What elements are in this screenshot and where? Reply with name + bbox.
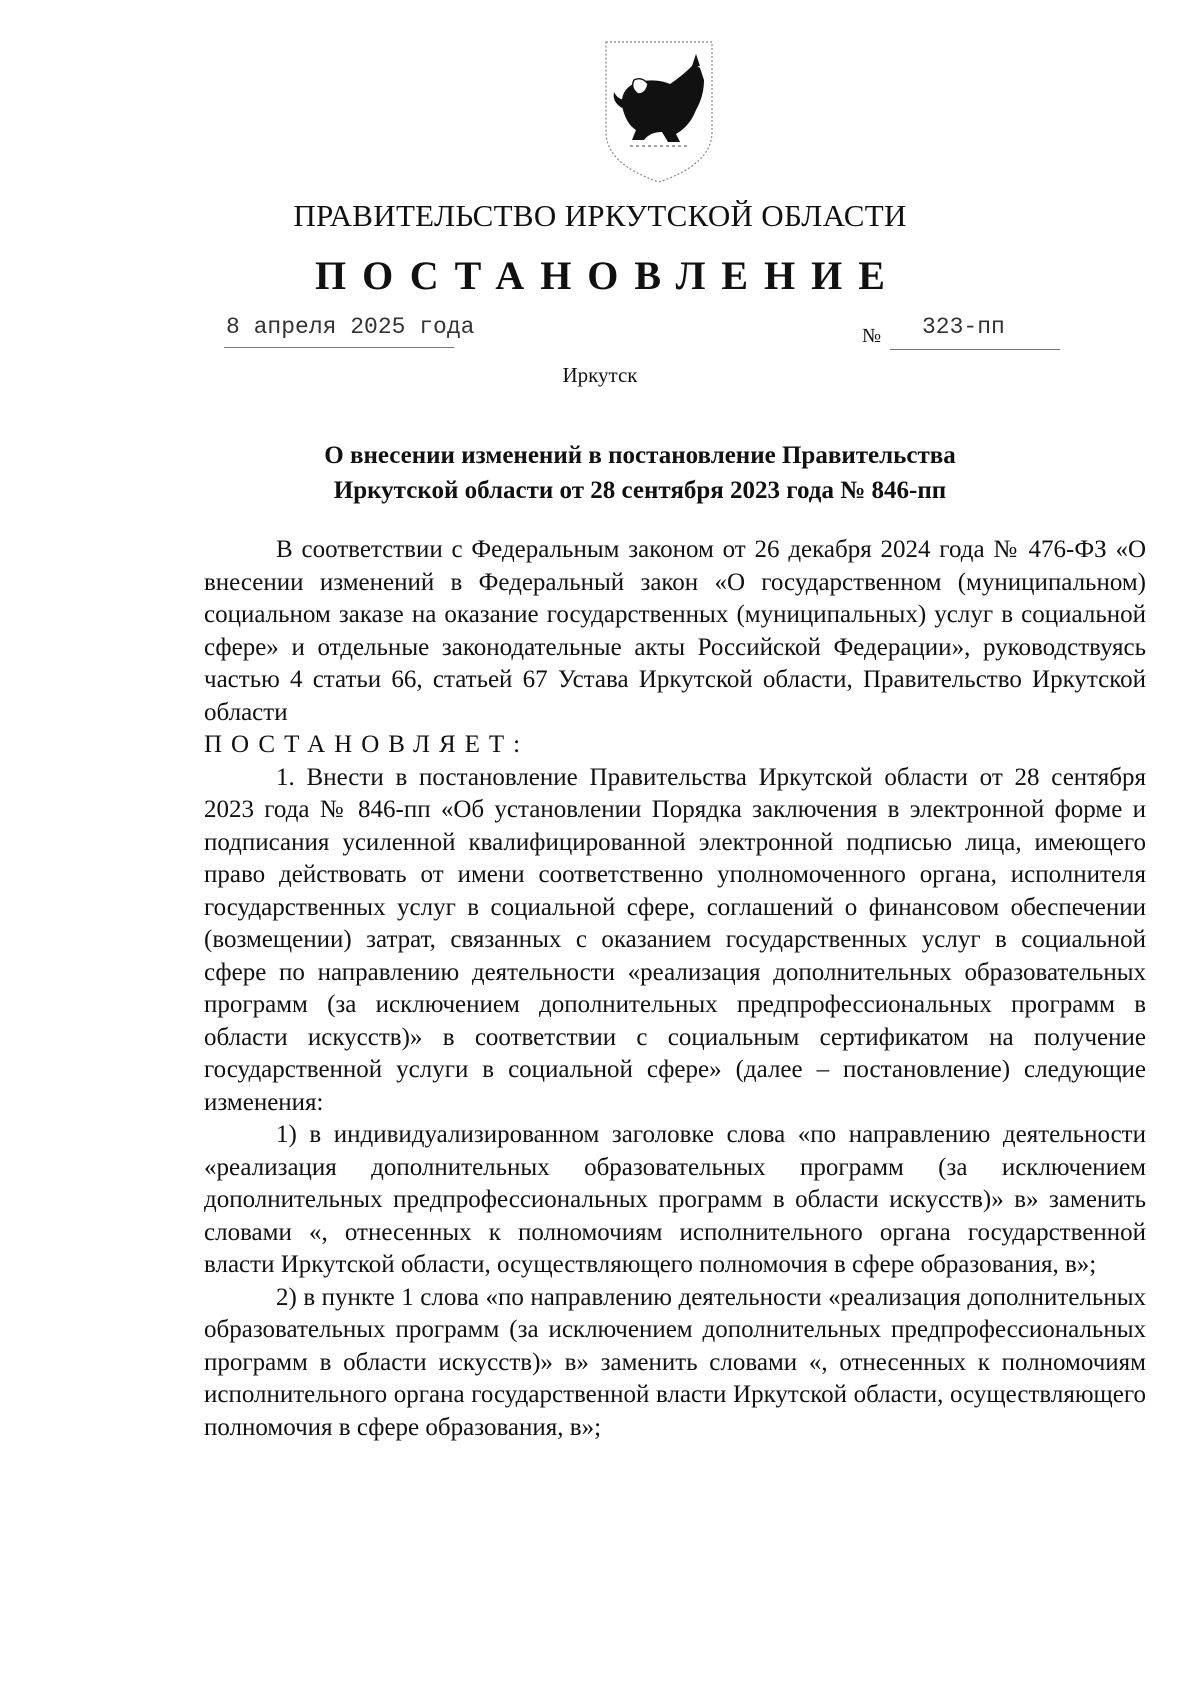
document-subject	[240, 438, 1040, 508]
document-number: 323-пп	[922, 314, 1005, 340]
government-title: ПРАВИТЕЛЬСТВО ИРКУТСКОЙ ОБЛАСТИ	[293, 198, 907, 233]
subitem-1-paragraph: 1) в индивидуализированном заголовке слова «по направлению деятельности «реализация дополнительных образовательных программ (за исключением дополнительных предпрофессиональных программ в области искусств)» в» заменить словами «, отнесенных к полномочиям исполнительного органа государственной власти Иркутской области, осуществляющего полномочия в сфере образования, в»;	[204, 1121, 1146, 1278]
document-type: ПОСТАНОВЛЕНИЕ	[315, 253, 901, 298]
document-date: 8 апреля 2025 года	[226, 314, 475, 340]
preamble-paragraph: В соответствии с Федеральным законом от 26 декабря 2024 года № 476-ФЗ «О внесении изменений в Федеральный закон «О государственном (муниципальном) социальном заказе на оказание государственных (муниципальных) услуг в социальной сфере» и отдельные законодательные акты Российской Федерации», руководствуясь частью 4 статьи 66, статьей 67 Устава Иркутской области, Правительство Иркутской области	[204, 536, 1146, 726]
number-sign: №	[862, 325, 882, 347]
decree-word: ПОСТАНОВЛЯЕТ:	[204, 731, 530, 758]
subitem-2-paragraph: 2) в пункте 1 слова «по направлению деятельности «реализация дополнительных образовательных программ (за исключением дополнительных предпрофессиональных программ в области искусств)» в» заменить словами «, отнесенных к полномочиям исполнительного органа государственной власти Иркутской области, осуществляющего полномочия в сфере образования, в»;	[204, 1283, 1146, 1441]
city: Иркутск	[562, 363, 638, 387]
coat-of-arms-emblem	[600, 36, 718, 186]
document-body	[204, 534, 1146, 1444]
subject-line-2: Иркутской области от 28 сентября 2023 года № 846-пп	[333, 477, 947, 504]
item-1-paragraph: 1. Внести в постановление Правительства Иркутской области от 28 сентября 2023 года № 846-пп «Об установлении Порядка заключения в электронной форме и подписания усиленной квалифицированной электронной подписью лица, имеющего право действовать от имени соответственно уполномоченного органа, исполнителя государственных услуг в социальной сфере, соглашений о финансовом обеспечении (возмещении) затрат, связанных с оказанием государственных услуг в социальной сфере по направлению деятельности «реализация дополнительных образовательных программ (за исключением дополнительных предпрофессиональных программ в области искусств)» в соответствии с социальным сертификатом на получение государственной услуги в социальной сфере» (далее – постановление) следующие изменения:	[204, 763, 1146, 1116]
subject-line-1: О внесении изменений в постановление Правительства	[324, 442, 956, 469]
